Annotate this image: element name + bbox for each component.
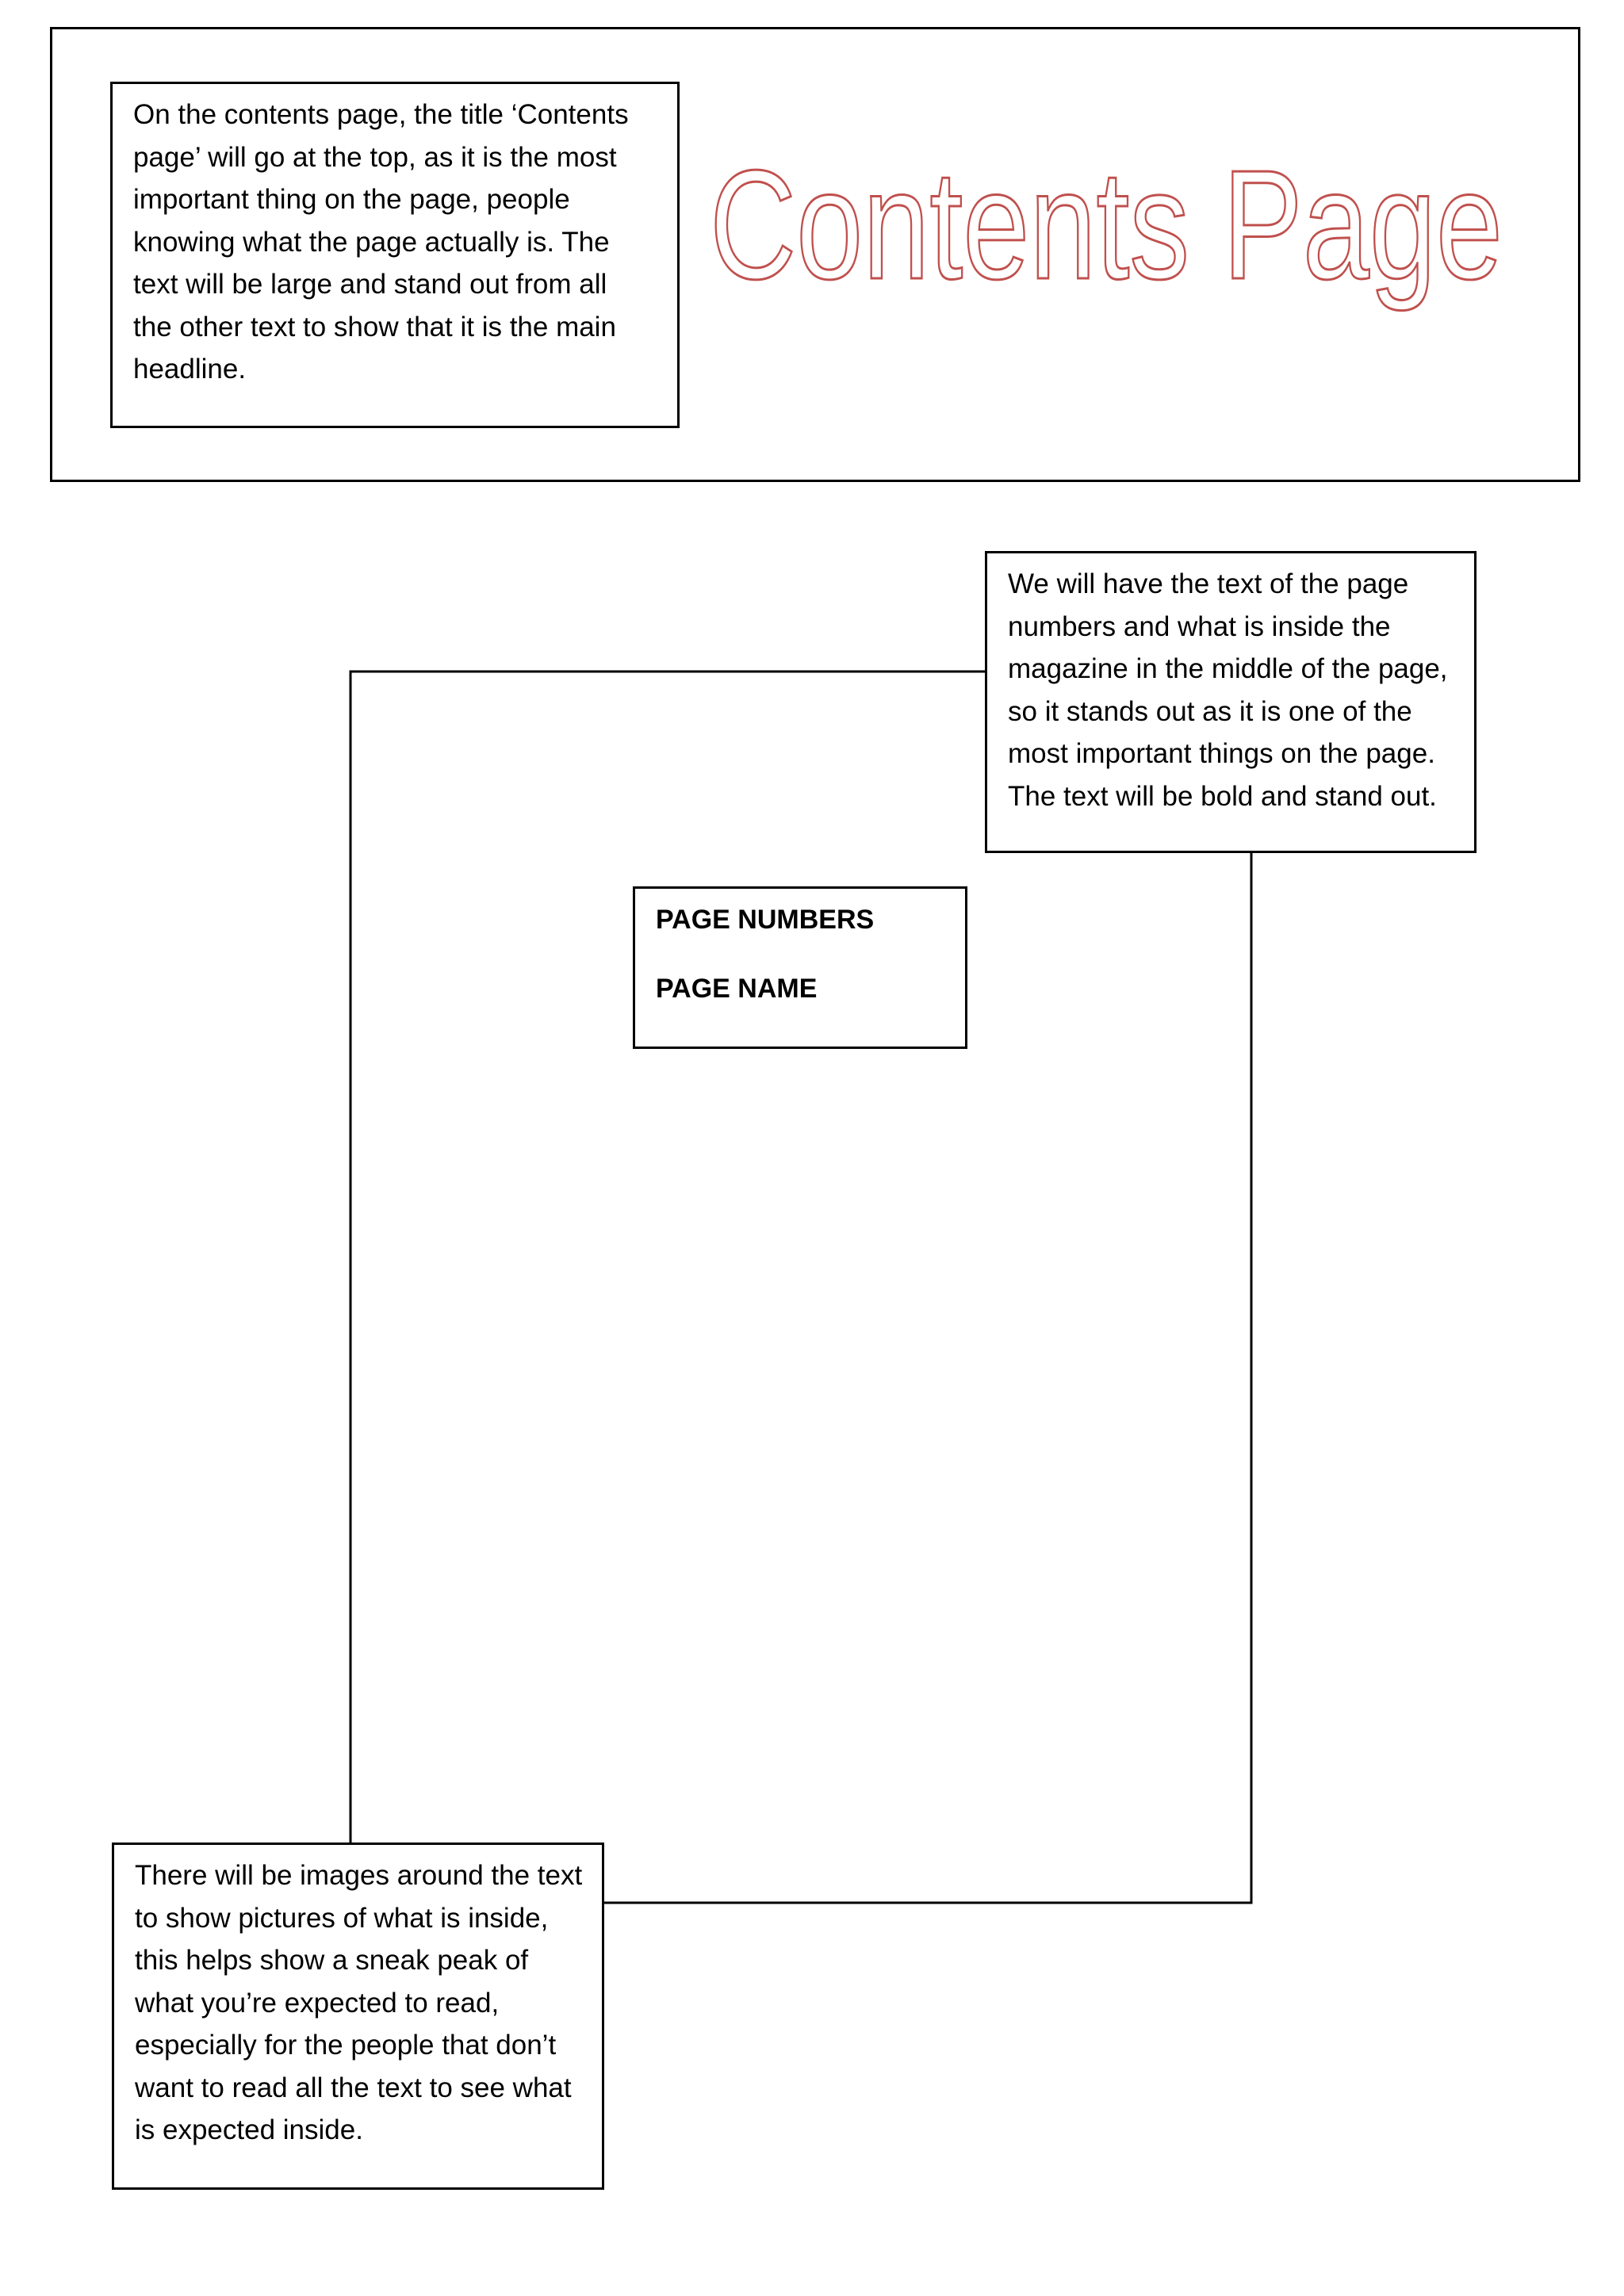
- page-numbers-label: PAGE NUMBERS: [656, 905, 875, 935]
- page-numbers-explanation-line: numbers and what is inside the: [1008, 610, 1391, 642]
- images-explanation-box: [112, 1843, 604, 2190]
- images-explanation-line: want to read all the text to see what: [135, 2072, 572, 2103]
- page-numbers-explanation-line: The text will be bold and stand out.: [1008, 780, 1437, 812]
- images-explanation-line: is expected inside.: [135, 2114, 363, 2145]
- page-numbers-explanation-line: most important things on the page.: [1008, 738, 1435, 769]
- title-explanation-line: On the contents page, the title ‘Contents: [133, 99, 629, 130]
- title-explanation-line: headline.: [133, 354, 247, 385]
- title-explanation-box: [110, 82, 680, 428]
- page-list-box: [633, 886, 967, 1049]
- images-explanation-line: There will be images around the text: [135, 1860, 583, 1891]
- title-explanation-line: important thing on the page, people: [133, 184, 570, 215]
- headline-svg: [710, 133, 1519, 331]
- title-explanation-line: text will be large and stand out from all: [133, 269, 607, 300]
- images-explanation-line: this helps show a sneak peak of: [135, 1945, 529, 1976]
- page-numbers-explanation-line: so it stands out as it is one of the: [1008, 695, 1412, 727]
- images-explanation-line: what you’re expected to read,: [135, 1987, 500, 2019]
- title-explanation-line: page’ will go at the top, as it is the most: [133, 141, 617, 173]
- images-explanation-line: especially for the people that don’t: [135, 2030, 557, 2061]
- title-explanation-line: the other text to show that it is the main: [133, 311, 616, 342]
- content-frame-left-top-edge: [350, 672, 986, 1844]
- title-explanation-line: knowing what the page actually is. The: [133, 226, 610, 258]
- page-numbers-explanation-box: [985, 551, 1477, 853]
- contents-page-headline: [710, 133, 1519, 331]
- page-name-label: PAGE NAME: [656, 974, 818, 1004]
- headline-text: Contents Page: [710, 138, 1503, 312]
- images-explanation-line: to show pictures of what is inside,: [135, 1902, 549, 1934]
- page-numbers-explanation-line: magazine in the middle of the page,: [1008, 653, 1448, 684]
- page-numbers-explanation-line: We will have the text of the page: [1008, 568, 1409, 599]
